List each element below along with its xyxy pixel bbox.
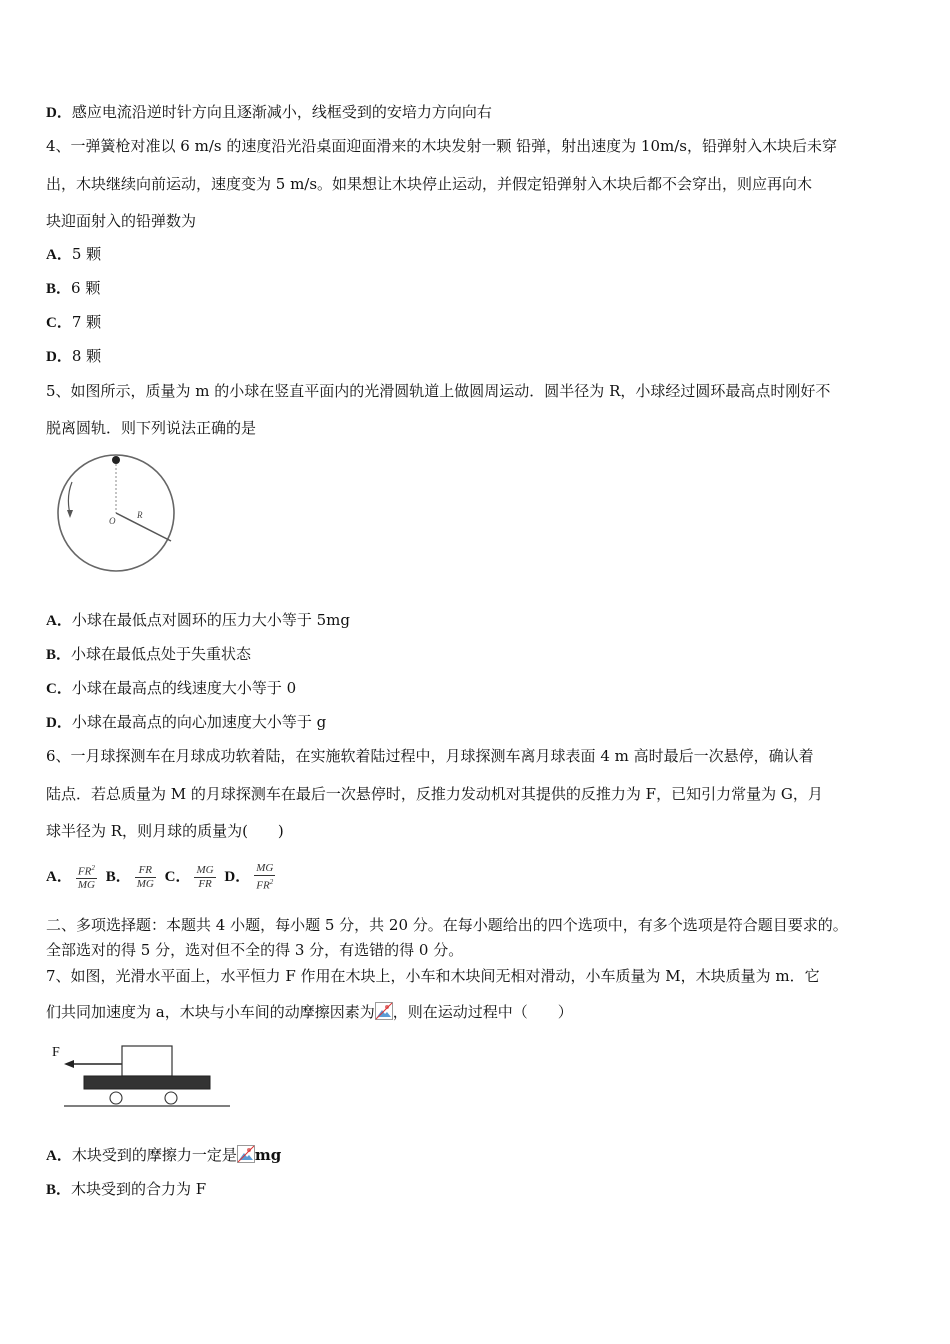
option-text: 小球在最低点对圆环的压力大小等于 5mg [71,611,350,629]
q4-stem-line3: 块迎面射入的铅弹数为 [46,212,197,230]
q5-option-a [46,610,350,631]
option-letter: D． [46,105,72,121]
option-text: 木块受到的合力为 F [71,1180,207,1198]
direction-arrow [68,482,72,514]
option-letter: A． [46,869,72,885]
q5-option-b [46,644,251,665]
q4-option-c [46,312,101,333]
arrow-head [67,510,73,518]
option-letter: B． [46,281,72,297]
option-text: 6 颗 [71,279,101,297]
fraction-c [194,864,215,891]
option-letter: A． [46,613,72,629]
option-letter: A． [46,1148,72,1164]
option-text: 小球在最高点的线速度大小等于 0 [71,679,297,697]
option-text: 8 颗 [71,347,102,365]
force-label: F [52,1045,60,1060]
q4-stem-line2: 出，木块继续向前运动，速度变为 5 m/s。如果想让木块停止运动，并假定铅弹射入木块后都不会穿出，则应再向木 [46,175,813,193]
option-text: 小球在最低点处于失重状态 [71,645,252,663]
q4-stem-line1: 4、一弹簧枪对准以 6 m/s 的速度沿光沿桌面迎面滑来的木块发射一颗 铅弹，射出速度为 10m/s，铅弹射入木块后未穿 [46,137,837,155]
ball [112,456,120,464]
cart-wheel-left [110,1092,122,1104]
denominator-sup: 2 [269,877,274,886]
q7-stem-line1: 7、如图，光滑水平面上，水平恒力 F 作用在木块上，小车和木块间无相对滑动，小车质量为 M，木块质量为 m．它 [46,967,820,985]
option-letter: D． [224,869,251,885]
numerator-sup: 2 [91,863,95,872]
q3-option-d [46,102,492,123]
broken-image-icon [375,1002,393,1020]
q7-option-a [46,1145,281,1166]
q6-stem-line3: 球半径为 R，则月球的质量为( ) [46,822,284,840]
q5-stem-line1: 5、如图所示，质量为 m 的小球在竖直平面内的光滑圆轨道上做圆周运动．圆半径为 R，小球经过圆环最高点时刚好不 [46,382,831,400]
numerator: FR [77,865,92,878]
denominator: MG [136,877,154,890]
option-text: 小球在最高点的向心加速度大小等于 g [71,713,327,731]
q5-option-c [46,678,296,699]
numerator: FR [135,864,156,878]
q6-options-row [46,858,279,895]
q4-option-d [46,346,101,367]
force-arrow-head [64,1060,74,1068]
option-letter: C． [46,315,72,331]
option-letter: C． [164,869,191,885]
option-letter: B． [46,647,72,663]
fraction-a [76,862,97,893]
option-letter: A． [46,247,72,263]
option-letter: C． [46,681,72,697]
denominator: FR [198,877,212,890]
option-text: 5 颗 [71,245,102,263]
option-text: 7 颗 [71,313,102,331]
option-letter: B． [46,1182,72,1198]
stem-text: ，则在运动过程中（ ） [392,1003,573,1021]
radius-label: R [137,510,143,520]
option-letter: D． [46,715,72,731]
cart-wheel-right [165,1092,177,1104]
block [122,1046,172,1076]
q5-option-d [46,712,326,733]
radius-line [116,513,171,541]
denominator: MG [77,879,95,892]
q7-stem-line2 [46,1002,573,1022]
option-text: 感应电流沿逆时针方向且逐渐减小，线框受到的安培力方向向右 [71,103,492,121]
option-text-suffix: mg [254,1146,282,1164]
option-text: 木块受到的摩擦力一定是 [71,1146,237,1164]
q5-stem-line2: 脱离圆轨．则下列说法正确的是 [46,419,257,437]
q5-circle-figure [52,452,182,577]
numerator: MG [196,863,214,876]
cart-body [84,1076,210,1089]
denominator: FR [256,879,270,892]
numerator: MG [256,861,274,874]
broken-image-icon [237,1145,255,1163]
section2-header-line1: 二、多项选择题：本题共 4 小题，每小题 5 分，共 20 分。在每小题给出的四个选项中，有多个选项是符合题目要求的。 [46,916,848,934]
option-letter: B． [105,869,131,885]
stem-text: 们共同加速度为 a，木块与小车间的动摩擦因素为 [46,1003,375,1021]
q4-option-b [46,278,100,299]
fraction-d [254,862,275,893]
q6-stem-line2: 陆点．若总质量为 M 的月球探测车在最后一次悬停时，反推力发动机对其提供的反推力为 F，已知引力常量为 G，月 [46,785,823,803]
q7-option-b [46,1179,206,1200]
q6-stem-line1: 6、一月球探测车在月球成功软着陆，在实施软着陆过程中，月球探测车离月球表面 4 m 高时最后一次悬停，确认着 [46,747,814,765]
q7-cart-figure [48,1040,238,1112]
center-label: O [109,516,116,526]
section2-header-line2: 全部选对的得 5 分，选对但不全的得 3 分，有选错的得 0 分。 [46,941,464,959]
option-letter: D． [46,349,72,365]
fraction-b [135,864,156,891]
q4-option-a [46,244,101,265]
